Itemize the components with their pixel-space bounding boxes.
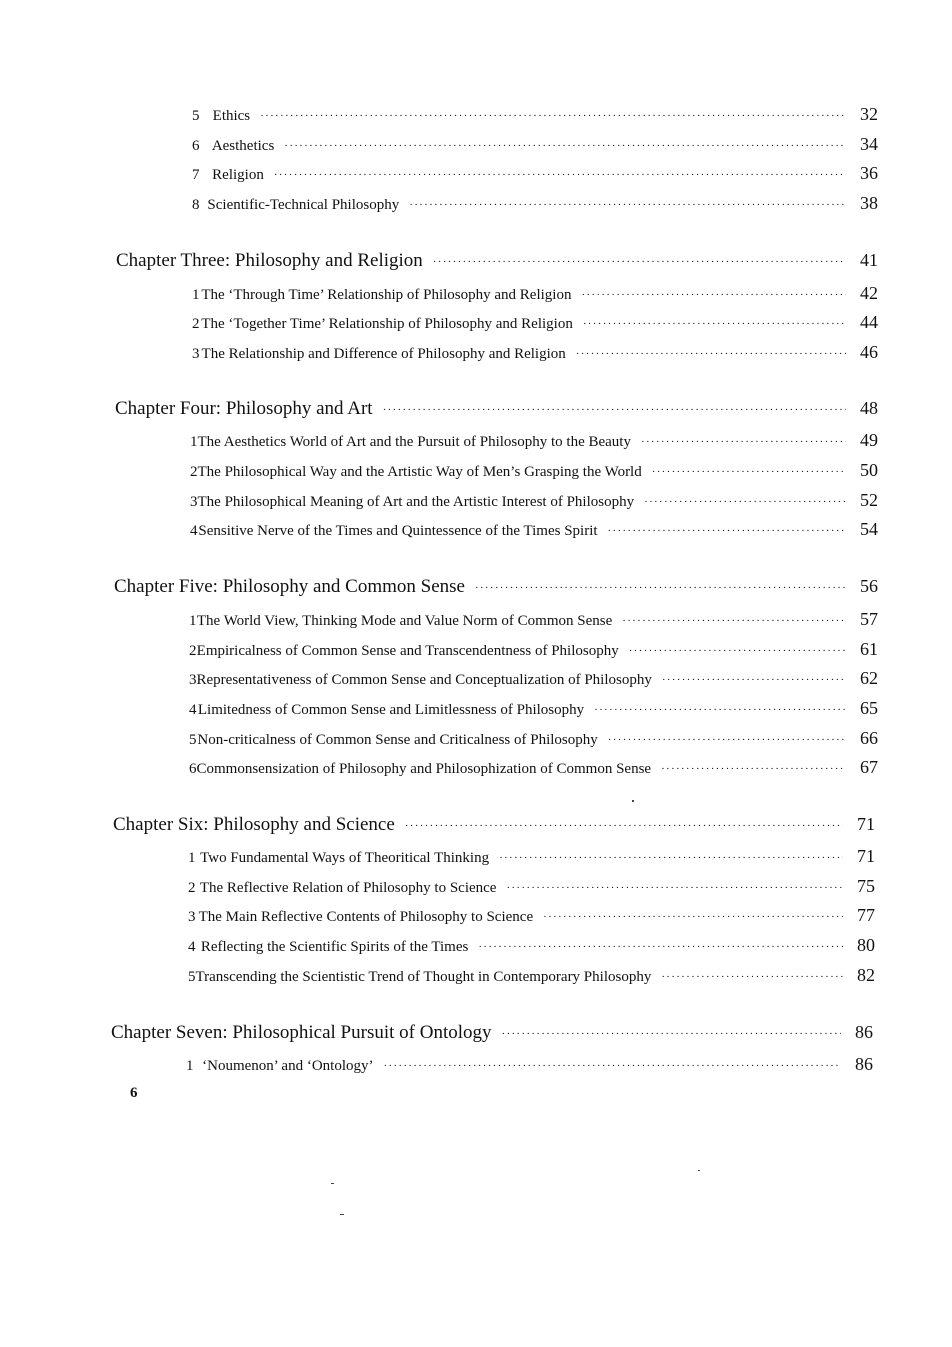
dot-leader [661, 971, 843, 983]
scan-speck [698, 1170, 700, 1171]
scan-speck [331, 1183, 334, 1184]
dot-leader [661, 763, 846, 775]
chapter-page: 86 [855, 1022, 873, 1042]
entry-title: Scientific-Technical Philosophy [207, 197, 400, 213]
toc-entry[interactable] [192, 193, 878, 214]
toc-entry[interactable] [189, 757, 878, 778]
entry-page: 38 [860, 193, 878, 213]
entry-number: 4 [190, 523, 198, 539]
toc-entry[interactable] [189, 728, 878, 749]
toc-chapter[interactable] [116, 250, 878, 272]
entry-page: 67 [860, 757, 878, 777]
entry-number: 1 [192, 287, 200, 303]
chapter-page: 48 [860, 398, 878, 418]
toc-entry[interactable] [189, 639, 878, 660]
toc-entry[interactable] [190, 430, 878, 451]
entry-title: Aesthetics [211, 138, 275, 154]
toc-entry[interactable] [190, 460, 878, 481]
entry-number: 2 [190, 464, 198, 480]
entry-number: 4 [188, 939, 196, 955]
entry-number: 8 [192, 197, 200, 213]
dot-leader [284, 140, 846, 152]
toc-entry[interactable] [192, 283, 878, 304]
dot-leader [576, 348, 846, 360]
dot-leader [629, 645, 846, 657]
chapter-title: Chapter Five: Philosophy and Common Sense [114, 576, 465, 597]
entry-number: 7 [192, 167, 200, 183]
scan-speck [632, 800, 634, 802]
dot-leader [608, 525, 846, 537]
dot-leader [543, 911, 843, 923]
entry-title: Sensitive Nerve of the Times and Quintessence of the Times Spirit [198, 523, 598, 539]
entry-title: Reflecting the Scientific Spirits of the Times [200, 939, 469, 955]
dot-leader [383, 404, 846, 416]
dot-leader [502, 1028, 841, 1040]
toc-entry[interactable] [188, 846, 875, 867]
chapter-title: Chapter Six: Philosophy and Science [113, 814, 395, 835]
dot-leader [581, 289, 846, 301]
toc-entry[interactable] [188, 905, 875, 926]
dot-leader [641, 436, 846, 448]
chapter-title: Chapter Seven: Philosophical Pursuit of Ontology [111, 1022, 492, 1043]
entry-number: 1 [189, 613, 197, 629]
entry-page: 77 [857, 905, 875, 925]
entry-page: 75 [857, 876, 875, 896]
entry-page: 66 [860, 728, 878, 748]
scan-speck [340, 1214, 344, 1215]
entry-page: 32 [860, 104, 878, 124]
chapter-title: Chapter Three: Philosophy and Religion [116, 250, 423, 271]
dot-leader [274, 169, 846, 181]
entry-number: 1 [190, 434, 198, 450]
entry-number: 3 [192, 346, 200, 362]
entry-title: Two Fundamental Ways of Theoritical Thinking [200, 850, 490, 866]
entry-number: 4 [189, 702, 197, 718]
entry-title: The Relationship and Difference of Philosophy and Religion [201, 346, 566, 362]
entry-number: 2 [192, 316, 200, 332]
dot-leader [506, 882, 843, 894]
toc-entry[interactable] [192, 312, 878, 333]
dot-leader [260, 110, 846, 122]
chapter-page: 56 [860, 576, 878, 596]
entry-title: Representativeness of Common Sense and Conceptualization of Philosophy [196, 672, 652, 688]
toc-entry[interactable] [189, 609, 878, 630]
entry-number: 3 [188, 909, 196, 925]
dot-leader [662, 674, 846, 686]
toc-chapter[interactable] [115, 398, 878, 420]
toc-entry[interactable] [189, 698, 878, 719]
entry-page: 82 [857, 965, 875, 985]
dot-leader [583, 318, 846, 330]
entry-title: Non-criticalness of Common Sense and Criticalness of Philosophy [197, 732, 598, 748]
dot-leader [622, 615, 846, 627]
toc-chapter[interactable] [114, 576, 878, 598]
dot-leader [478, 941, 843, 953]
entry-number: 5 [192, 108, 200, 124]
entry-title: Empiricalness of Common Sense and Transcendentness of Philosophy [196, 643, 619, 659]
dot-leader [383, 1060, 841, 1072]
dot-leader [405, 820, 843, 832]
entry-number: 3 [190, 494, 198, 510]
dot-leader [433, 256, 846, 268]
toc-entry[interactable] [188, 965, 875, 986]
toc-entry[interactable] [192, 104, 878, 125]
toc-entry[interactable] [188, 935, 875, 956]
entry-title: The ‘Through Time’ Relationship of Philosophy and Religion [201, 287, 572, 303]
toc-chapter[interactable] [111, 1022, 873, 1044]
entry-page: 54 [860, 519, 878, 539]
toc-entry[interactable] [188, 876, 875, 897]
entry-title: The ‘Together Time’ Relationship of Philosophy and Religion [201, 316, 573, 332]
page-number: 6 [130, 1085, 138, 1101]
entry-page: 71 [857, 846, 875, 866]
entry-page: 49 [860, 430, 878, 450]
entry-number: 6 [192, 138, 200, 154]
entry-number: 5 [188, 969, 196, 985]
dot-leader [499, 852, 843, 864]
dot-leader [652, 466, 846, 478]
entry-title: The Main Reflective Contents of Philosophy to Science [198, 909, 534, 925]
toc-entry[interactable] [190, 490, 878, 511]
entry-page: 65 [860, 698, 878, 718]
entry-title: The Aesthetics World of Art and the Pursuit of Philosophy to the Beauty [197, 434, 631, 450]
toc-entry[interactable] [190, 519, 878, 540]
toc-entry[interactable] [192, 134, 878, 155]
entry-number: 1 [188, 850, 196, 866]
entry-title: Religion [212, 167, 264, 183]
entry-title: The Philosophical Meaning of Art and the Artistic Interest of Philosophy [197, 494, 635, 510]
toc-chapter[interactable] [113, 814, 875, 836]
chapter-title: Chapter Four: Philosophy and Art [115, 398, 373, 419]
entry-page: 52 [860, 490, 878, 510]
entry-page: 46 [860, 342, 878, 362]
chapter-page: 41 [860, 250, 878, 270]
toc-entry[interactable] [192, 342, 878, 363]
dot-leader [594, 704, 846, 716]
entry-number: 3 [189, 672, 197, 688]
entry-page: 80 [857, 935, 875, 955]
dot-leader [409, 199, 846, 211]
entry-number: 5 [189, 732, 197, 748]
entry-page: 42 [860, 283, 878, 303]
entry-page: 61 [860, 639, 878, 659]
entry-title: Transcending the Scientistic Trend of Thought in Contemporary Philosophy [195, 969, 652, 985]
dot-leader [644, 496, 846, 508]
entry-page: 36 [860, 163, 878, 183]
entry-title: Limitedness of Common Sense and Limitlessness of Philosophy [197, 702, 585, 718]
toc-entry[interactable] [189, 668, 878, 689]
entry-page: 62 [860, 668, 878, 688]
entry-page: 34 [860, 134, 878, 154]
entry-title: Ethics [212, 108, 251, 124]
entry-title: The Philosophical Way and the Artistic Way of Men’s Grasping the World [197, 464, 642, 480]
entry-page: 44 [860, 312, 878, 332]
toc-entry[interactable] [186, 1054, 873, 1075]
dot-leader [475, 582, 846, 594]
dot-leader [608, 734, 846, 746]
chapter-page: 71 [857, 814, 875, 834]
entry-page: 57 [860, 609, 878, 629]
entry-title: The Reflective Relation of Philosophy to Science [199, 880, 497, 896]
entry-number: 2 [189, 643, 197, 659]
entry-page: 86 [855, 1054, 873, 1074]
entry-number: 6 [189, 761, 197, 777]
entry-number: 2 [188, 880, 196, 896]
toc-entry[interactable] [192, 163, 878, 184]
entry-title: ‘Noumenon’ and ‘Ontology’ [202, 1058, 374, 1074]
entry-title: The World View, Thinking Mode and Value Norm of Common Sense [196, 613, 613, 629]
entry-number: 1 [186, 1058, 194, 1074]
entry-page: 50 [860, 460, 878, 480]
entry-title: Commonsensization of Philosophy and Philosophization of Common Sense [196, 761, 652, 777]
